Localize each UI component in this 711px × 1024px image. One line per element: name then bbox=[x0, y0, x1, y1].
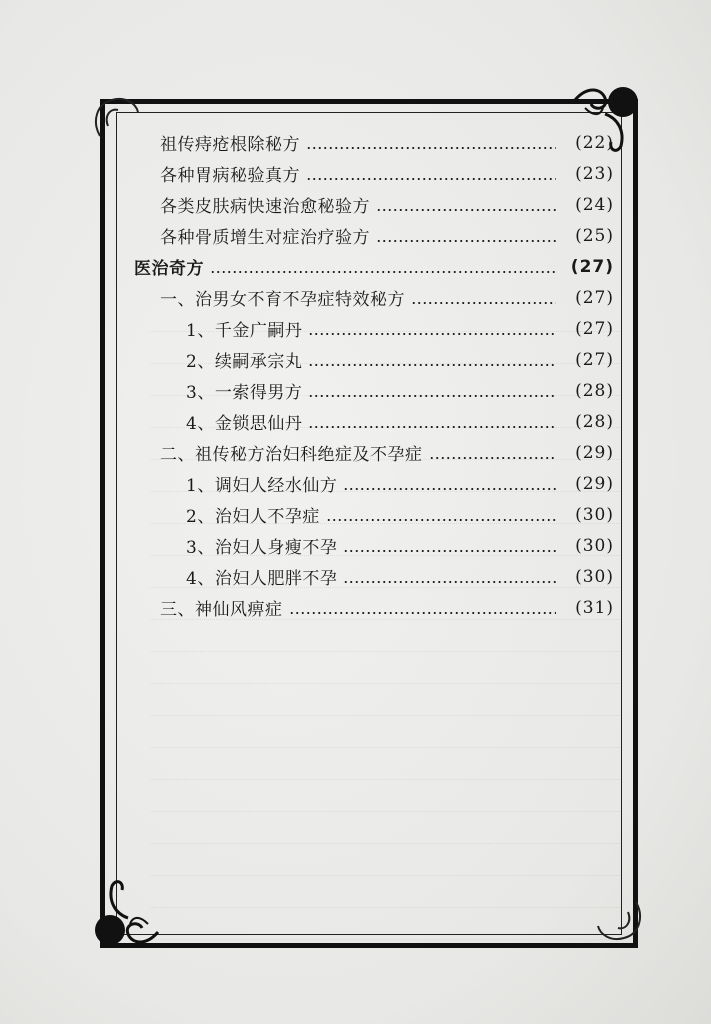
toc-entry-page: (28) bbox=[575, 380, 614, 401]
toc-entry-title: 祖传痔疮根除秘方 bbox=[160, 135, 300, 155]
toc-entry-title: 3、治妇人身瘦不孕 bbox=[186, 538, 338, 558]
dot-leader bbox=[343, 550, 556, 552]
toc-entry-title: 2、续嗣承宗丸 bbox=[186, 352, 303, 372]
toc-entry-title: 各类皮肤病快速治愈秘验方 bbox=[160, 197, 370, 217]
toc-entry[interactable] bbox=[134, 313, 614, 344]
toc-entry-page: (27) bbox=[575, 349, 614, 370]
toc-entry[interactable] bbox=[134, 592, 614, 623]
toc-entry[interactable] bbox=[134, 406, 614, 437]
toc-entry[interactable] bbox=[134, 344, 614, 375]
toc-section-heading[interactable] bbox=[134, 251, 614, 282]
toc-entry-title: 4、金锁思仙丹 bbox=[186, 414, 303, 434]
toc-entry[interactable] bbox=[134, 282, 614, 313]
toc-entry-title: 2、治妇人不孕症 bbox=[186, 507, 320, 527]
toc-entry-title: 4、治妇人肥胖不孕 bbox=[186, 569, 338, 589]
toc-entry[interactable] bbox=[134, 468, 614, 499]
toc-entry[interactable] bbox=[134, 127, 614, 158]
toc-entry-page: (30) bbox=[575, 566, 614, 587]
toc-entry-page: (29) bbox=[575, 442, 614, 463]
toc-entry[interactable] bbox=[134, 220, 614, 251]
toc-entry[interactable] bbox=[134, 158, 614, 189]
toc-entry[interactable] bbox=[134, 561, 614, 592]
dot-leader bbox=[326, 519, 556, 521]
corner-ornament-bottom-right bbox=[590, 892, 650, 952]
toc-entry-page: (27) bbox=[570, 256, 614, 277]
toc-entry-page: (25) bbox=[575, 225, 614, 246]
dot-leader bbox=[376, 240, 556, 242]
dot-leader bbox=[343, 581, 556, 583]
toc-entry-page: (27) bbox=[575, 318, 614, 339]
dot-leader bbox=[411, 302, 556, 304]
toc-entry-page: (28) bbox=[575, 411, 614, 432]
toc-entry-title: 1、千金广嗣丹 bbox=[186, 321, 303, 341]
toc-entry[interactable] bbox=[134, 437, 614, 468]
corner-ornament-bottom-left bbox=[88, 874, 168, 954]
toc-entry-title: 1、调妇人经水仙方 bbox=[186, 476, 338, 496]
dot-leader bbox=[308, 426, 556, 428]
toc-entry[interactable] bbox=[134, 189, 614, 220]
dot-leader bbox=[210, 271, 556, 273]
toc-entry-title: 3、一索得男方 bbox=[186, 383, 303, 403]
dot-leader bbox=[289, 612, 557, 614]
toc-entry-page: (31) bbox=[575, 597, 614, 618]
toc-section-title: 医治奇方 bbox=[134, 259, 204, 279]
toc-entry-page: (23) bbox=[575, 163, 614, 184]
toc-entry[interactable] bbox=[134, 530, 614, 561]
toc-entry-title: 三、神仙风痹症 bbox=[160, 600, 283, 620]
toc-entry-page: (29) bbox=[575, 473, 614, 494]
toc-entry-page: (30) bbox=[575, 504, 614, 525]
dot-leader bbox=[343, 488, 556, 490]
toc-entry-title: 二、祖传秘方治妇科绝症及不孕症 bbox=[160, 445, 423, 465]
dot-leader bbox=[429, 457, 557, 459]
dot-leader bbox=[306, 147, 556, 149]
dot-leader bbox=[308, 364, 556, 366]
table-of-contents bbox=[134, 127, 614, 623]
dot-leader bbox=[308, 333, 556, 335]
toc-entry-page: (22) bbox=[575, 132, 614, 153]
toc-entry-title: 各种胃病秘验真方 bbox=[160, 166, 300, 186]
dot-leader bbox=[306, 178, 556, 180]
toc-entry-page: (30) bbox=[575, 535, 614, 556]
toc-entry-page: (27) bbox=[575, 287, 614, 308]
toc-entry[interactable] bbox=[134, 499, 614, 530]
toc-entry-title: 一、治男女不育不孕症特效秘方 bbox=[160, 290, 405, 310]
dot-leader bbox=[376, 209, 556, 211]
toc-entry-title: 各种骨质增生对症治疗验方 bbox=[160, 228, 370, 248]
toc-entry[interactable] bbox=[134, 375, 614, 406]
dot-leader bbox=[308, 395, 556, 397]
toc-entry-page: (24) bbox=[575, 194, 614, 215]
